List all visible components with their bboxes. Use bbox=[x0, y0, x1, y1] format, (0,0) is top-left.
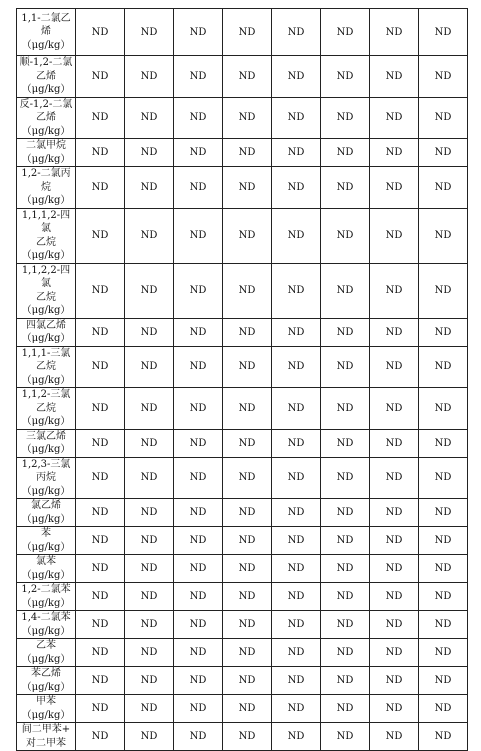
result-cell: ND bbox=[272, 167, 321, 209]
result-cell: ND bbox=[76, 318, 125, 346]
compound-name-line: 1,2,3-三氯 bbox=[21, 458, 71, 470]
table-row bbox=[17, 611, 468, 639]
compound-name-cell bbox=[17, 695, 76, 723]
result-cell: ND bbox=[174, 346, 223, 388]
result-cell: ND bbox=[174, 499, 223, 527]
result-cell: ND bbox=[272, 457, 321, 499]
result-cell: ND bbox=[76, 56, 125, 98]
compound-name-line: 1,2-二氯苯 bbox=[21, 584, 71, 595]
compound-name-line: 1,1,2,2-四氯 bbox=[21, 264, 71, 289]
compound-name-cell bbox=[17, 499, 76, 527]
result-cell: ND bbox=[174, 527, 223, 555]
table-row bbox=[17, 139, 468, 167]
result-cell: ND bbox=[174, 695, 223, 723]
table-row bbox=[17, 429, 468, 457]
result-cell: ND bbox=[272, 639, 321, 667]
result-cell: ND bbox=[321, 611, 370, 639]
table-row bbox=[17, 97, 468, 139]
result-cell: ND bbox=[321, 429, 370, 457]
compound-name-line: 乙烯 bbox=[36, 70, 56, 82]
result-cell: ND bbox=[419, 527, 468, 555]
compound-name-line: （μg/kg） bbox=[21, 597, 71, 609]
result-cell: ND bbox=[125, 611, 174, 639]
result-cell: ND bbox=[419, 56, 468, 98]
result-cell: ND bbox=[370, 695, 419, 723]
result-cell: ND bbox=[272, 97, 321, 139]
result-cell: ND bbox=[272, 318, 321, 346]
compound-name-cell bbox=[17, 388, 76, 430]
result-cell: ND bbox=[370, 263, 419, 318]
result-cell: ND bbox=[321, 388, 370, 430]
result-cell: ND bbox=[370, 723, 419, 751]
table-row bbox=[17, 318, 468, 346]
compound-name-line: （μg/kg） bbox=[21, 374, 71, 386]
result-cell: ND bbox=[76, 208, 125, 263]
result-cell: ND bbox=[223, 208, 272, 263]
result-cell: ND bbox=[272, 263, 321, 318]
result-cell: ND bbox=[370, 388, 419, 430]
result-cell: ND bbox=[419, 723, 468, 751]
compound-name-cell bbox=[17, 583, 76, 611]
compound-name-line: 乙烯 bbox=[36, 112, 56, 123]
result-cell: ND bbox=[321, 695, 370, 723]
compound-name-cell bbox=[17, 611, 76, 639]
compound-name-line: 苯 bbox=[41, 528, 51, 539]
result-cell: ND bbox=[419, 263, 468, 318]
result-cell: ND bbox=[321, 97, 370, 139]
compound-name-line: （μg/kg） bbox=[21, 305, 71, 316]
compound-name-line: 乙烷 bbox=[36, 361, 56, 372]
compound-name-cell bbox=[17, 667, 76, 695]
compound-name-line: 1,1,2-三氯 bbox=[21, 389, 71, 400]
compound-name-cell bbox=[17, 318, 76, 346]
result-cell: ND bbox=[76, 9, 125, 56]
result-cell: ND bbox=[370, 346, 419, 388]
result-cell: ND bbox=[321, 263, 370, 318]
result-cell: ND bbox=[125, 527, 174, 555]
result-cell: ND bbox=[76, 263, 125, 318]
compound-name-cell bbox=[17, 208, 76, 263]
result-cell: ND bbox=[272, 429, 321, 457]
compound-name-cell bbox=[17, 639, 76, 667]
result-cell: ND bbox=[125, 263, 174, 318]
compound-name-cell bbox=[17, 723, 76, 751]
result-cell: ND bbox=[321, 56, 370, 98]
result-cell: ND bbox=[223, 611, 272, 639]
results-table bbox=[16, 8, 468, 751]
result-cell: ND bbox=[76, 499, 125, 527]
result-cell: ND bbox=[76, 667, 125, 695]
compound-name-line: 烯 bbox=[41, 26, 51, 38]
table-row bbox=[17, 527, 468, 555]
result-cell: ND bbox=[125, 9, 174, 56]
result-cell: ND bbox=[76, 527, 125, 555]
result-cell: ND bbox=[321, 457, 370, 499]
compound-name-line: 四氯乙烯 bbox=[26, 319, 66, 331]
compound-name-line: 乙烷 bbox=[36, 402, 56, 414]
table-row bbox=[17, 167, 468, 209]
result-cell: ND bbox=[321, 723, 370, 751]
compound-name-cell bbox=[17, 346, 76, 388]
table-row bbox=[17, 723, 468, 751]
result-cell: ND bbox=[370, 208, 419, 263]
result-cell: ND bbox=[321, 555, 370, 583]
result-cell: ND bbox=[174, 318, 223, 346]
result-cell: ND bbox=[370, 167, 419, 209]
result-cell: ND bbox=[174, 667, 223, 695]
compound-name-line: 反-1,2-二氯 bbox=[19, 98, 73, 110]
result-cell: ND bbox=[76, 167, 125, 209]
result-cell: ND bbox=[174, 56, 223, 98]
result-cell: ND bbox=[125, 555, 174, 583]
table-row bbox=[17, 555, 468, 583]
result-cell: ND bbox=[419, 611, 468, 639]
result-cell: ND bbox=[321, 499, 370, 527]
result-cell: ND bbox=[321, 318, 370, 346]
result-cell: ND bbox=[125, 97, 174, 139]
result-cell: ND bbox=[174, 9, 223, 56]
compound-name-cell bbox=[17, 97, 76, 139]
table-row bbox=[17, 388, 468, 430]
result-cell: ND bbox=[174, 457, 223, 499]
result-cell: ND bbox=[419, 667, 468, 695]
table-row bbox=[17, 457, 468, 499]
compound-name-cell bbox=[17, 56, 76, 98]
result-cell: ND bbox=[419, 388, 468, 430]
result-cell: ND bbox=[223, 639, 272, 667]
result-cell: ND bbox=[272, 611, 321, 639]
result-cell: ND bbox=[321, 208, 370, 263]
compound-name-line: 乙苯 bbox=[36, 640, 56, 651]
result-cell: ND bbox=[370, 429, 419, 457]
result-cell: ND bbox=[76, 97, 125, 139]
result-cell: ND bbox=[370, 611, 419, 639]
compound-name-line: 对二甲苯 bbox=[26, 737, 66, 749]
table-body bbox=[17, 9, 468, 751]
result-cell: ND bbox=[272, 667, 321, 695]
compound-name-line: （μg/kg） bbox=[21, 709, 71, 721]
result-cell: ND bbox=[419, 139, 468, 167]
result-cell: ND bbox=[321, 167, 370, 209]
result-cell: ND bbox=[370, 9, 419, 56]
compound-name-line: （μg/kg） bbox=[21, 569, 71, 581]
result-cell: ND bbox=[174, 388, 223, 430]
result-cell: ND bbox=[223, 555, 272, 583]
compound-name-line: 1,1,1-三氯 bbox=[21, 347, 71, 359]
compound-name-line: 1,2-二氯丙 bbox=[21, 168, 71, 179]
compound-name-line: 乙烷 bbox=[36, 236, 56, 248]
compound-name-line: 苯乙烯 bbox=[31, 668, 61, 679]
result-cell: ND bbox=[125, 457, 174, 499]
result-cell: ND bbox=[174, 611, 223, 639]
table-row bbox=[17, 583, 468, 611]
result-cell: ND bbox=[223, 346, 272, 388]
result-cell: ND bbox=[223, 388, 272, 430]
result-cell: ND bbox=[223, 429, 272, 457]
result-cell: ND bbox=[272, 208, 321, 263]
result-cell: ND bbox=[321, 527, 370, 555]
compound-name-line: （μg/kg） bbox=[21, 625, 71, 637]
table-row bbox=[17, 56, 468, 98]
result-cell: ND bbox=[272, 388, 321, 430]
compound-name-line: （μg/kg） bbox=[21, 416, 71, 427]
result-cell: ND bbox=[223, 723, 272, 751]
result-cell: ND bbox=[125, 346, 174, 388]
result-cell: ND bbox=[370, 555, 419, 583]
result-cell: ND bbox=[125, 167, 174, 209]
table-row bbox=[17, 639, 468, 667]
result-cell: ND bbox=[125, 723, 174, 751]
result-cell: ND bbox=[125, 139, 174, 167]
result-cell: ND bbox=[272, 555, 321, 583]
result-cell: ND bbox=[76, 639, 125, 667]
compound-name-line: 二氯甲烷 bbox=[26, 140, 66, 151]
result-cell: ND bbox=[125, 639, 174, 667]
result-cell: ND bbox=[76, 583, 125, 611]
result-cell: ND bbox=[223, 583, 272, 611]
compound-name-line: 1,4-二氯苯 bbox=[21, 612, 71, 623]
result-cell: ND bbox=[272, 139, 321, 167]
compound-name-line: （μg/kg） bbox=[21, 681, 71, 693]
result-cell: ND bbox=[76, 346, 125, 388]
result-cell: ND bbox=[125, 318, 174, 346]
result-cell: ND bbox=[174, 208, 223, 263]
result-cell: ND bbox=[223, 97, 272, 139]
compound-name-line: （μg/kg） bbox=[21, 444, 71, 455]
result-cell: ND bbox=[223, 695, 272, 723]
compound-name-line: （μg/kg） bbox=[21, 513, 71, 525]
result-cell: ND bbox=[370, 499, 419, 527]
result-cell: ND bbox=[272, 56, 321, 98]
result-cell: ND bbox=[76, 457, 125, 499]
compound-name-line: 烷 bbox=[41, 181, 51, 193]
result-cell: ND bbox=[419, 695, 468, 723]
compound-name-cell bbox=[17, 263, 76, 318]
result-cell: ND bbox=[419, 499, 468, 527]
result-cell: ND bbox=[76, 695, 125, 723]
result-cell: ND bbox=[370, 318, 419, 346]
compound-name-line: （μg/kg） bbox=[21, 485, 71, 497]
result-cell: ND bbox=[419, 639, 468, 667]
compound-name-line: （μg/kg） bbox=[21, 195, 71, 206]
result-cell: ND bbox=[272, 583, 321, 611]
result-cell: ND bbox=[125, 695, 174, 723]
result-cell: ND bbox=[223, 9, 272, 56]
result-cell: ND bbox=[76, 429, 125, 457]
result-cell: ND bbox=[76, 139, 125, 167]
result-cell: ND bbox=[321, 139, 370, 167]
table-row bbox=[17, 499, 468, 527]
result-cell: ND bbox=[419, 97, 468, 139]
compound-name-line: 氯苯 bbox=[36, 556, 56, 567]
result-cell: ND bbox=[419, 346, 468, 388]
result-cell: ND bbox=[321, 667, 370, 695]
result-cell: ND bbox=[321, 346, 370, 388]
compound-name-line: 甲苯 bbox=[36, 696, 56, 707]
result-cell: ND bbox=[174, 139, 223, 167]
result-cell: ND bbox=[174, 97, 223, 139]
compound-name-cell bbox=[17, 457, 76, 499]
result-cell: ND bbox=[370, 583, 419, 611]
result-cell: ND bbox=[125, 583, 174, 611]
result-cell: ND bbox=[174, 167, 223, 209]
compound-name-cell bbox=[17, 139, 76, 167]
compound-name-cell bbox=[17, 555, 76, 583]
result-cell: ND bbox=[272, 527, 321, 555]
result-cell: ND bbox=[272, 499, 321, 527]
result-cell: ND bbox=[419, 429, 468, 457]
result-cell: ND bbox=[76, 555, 125, 583]
compound-name-line: （μg/kg） bbox=[21, 84, 71, 95]
compound-name-cell bbox=[17, 527, 76, 555]
result-cell: ND bbox=[223, 56, 272, 98]
result-cell: ND bbox=[370, 56, 419, 98]
result-cell: ND bbox=[419, 457, 468, 499]
result-cell: ND bbox=[419, 583, 468, 611]
result-cell: ND bbox=[223, 318, 272, 346]
result-cell: ND bbox=[272, 695, 321, 723]
result-cell: ND bbox=[223, 263, 272, 318]
result-cell: ND bbox=[419, 318, 468, 346]
result-cell: ND bbox=[272, 9, 321, 56]
result-cell: ND bbox=[370, 527, 419, 555]
compound-name-line: 间二甲苯+ bbox=[21, 724, 71, 735]
compound-name-line: （μg/kg） bbox=[21, 153, 71, 165]
result-cell: ND bbox=[223, 499, 272, 527]
result-cell: ND bbox=[174, 429, 223, 457]
result-cell: ND bbox=[370, 139, 419, 167]
result-cell: ND bbox=[272, 723, 321, 751]
result-cell: ND bbox=[419, 555, 468, 583]
table-row bbox=[17, 263, 468, 318]
result-cell: ND bbox=[370, 639, 419, 667]
table-row bbox=[17, 695, 468, 723]
table-row bbox=[17, 667, 468, 695]
result-cell: ND bbox=[321, 9, 370, 56]
compound-name-line: 顺-1,2-二氯 bbox=[19, 57, 73, 68]
result-cell: ND bbox=[174, 723, 223, 751]
compound-name-cell bbox=[17, 429, 76, 457]
result-cell: ND bbox=[76, 388, 125, 430]
result-cell: ND bbox=[223, 139, 272, 167]
compound-name-line: （μg/kg） bbox=[21, 541, 71, 553]
compound-name-line: 乙烷 bbox=[36, 291, 56, 303]
compound-name-line: （μg/kg） bbox=[21, 39, 71, 51]
result-cell: ND bbox=[174, 555, 223, 583]
result-cell: ND bbox=[76, 611, 125, 639]
result-cell: ND bbox=[125, 208, 174, 263]
table-row bbox=[17, 208, 468, 263]
result-cell: ND bbox=[370, 97, 419, 139]
table-row bbox=[17, 9, 468, 56]
compound-name-line: （μg/kg） bbox=[21, 653, 71, 665]
result-cell: ND bbox=[125, 499, 174, 527]
result-cell: ND bbox=[370, 667, 419, 695]
table-row bbox=[17, 346, 468, 388]
result-cell: ND bbox=[223, 167, 272, 209]
result-cell: ND bbox=[321, 639, 370, 667]
compound-name-line: （μg/kg） bbox=[21, 125, 71, 137]
compound-name-cell bbox=[17, 167, 76, 209]
compound-name-line: 1,1-二氯乙 bbox=[21, 12, 71, 24]
compound-name-line: 1,1,1,2-四氯 bbox=[21, 209, 71, 234]
compound-name-cell bbox=[17, 9, 76, 56]
result-cell: ND bbox=[272, 346, 321, 388]
result-cell: ND bbox=[174, 639, 223, 667]
result-cell: ND bbox=[223, 457, 272, 499]
result-cell: ND bbox=[125, 429, 174, 457]
result-cell: ND bbox=[223, 667, 272, 695]
compound-name-line: （μg/kg） bbox=[21, 333, 71, 344]
result-cell: ND bbox=[174, 583, 223, 611]
compound-name-line: 氯乙烯 bbox=[31, 500, 61, 511]
compound-name-line: （μg/kg） bbox=[21, 250, 71, 261]
result-cell: ND bbox=[174, 263, 223, 318]
result-cell: ND bbox=[321, 583, 370, 611]
result-cell: ND bbox=[125, 667, 174, 695]
result-cell: ND bbox=[419, 167, 468, 209]
compound-name-line: 三氯乙烯 bbox=[26, 430, 66, 442]
result-cell: ND bbox=[125, 388, 174, 430]
result-cell: ND bbox=[76, 723, 125, 751]
result-cell: ND bbox=[419, 9, 468, 56]
compound-name-line: 丙烷 bbox=[36, 472, 56, 483]
result-cell: ND bbox=[370, 457, 419, 499]
result-cell: ND bbox=[419, 208, 468, 263]
result-cell: ND bbox=[223, 527, 272, 555]
result-cell: ND bbox=[125, 56, 174, 98]
